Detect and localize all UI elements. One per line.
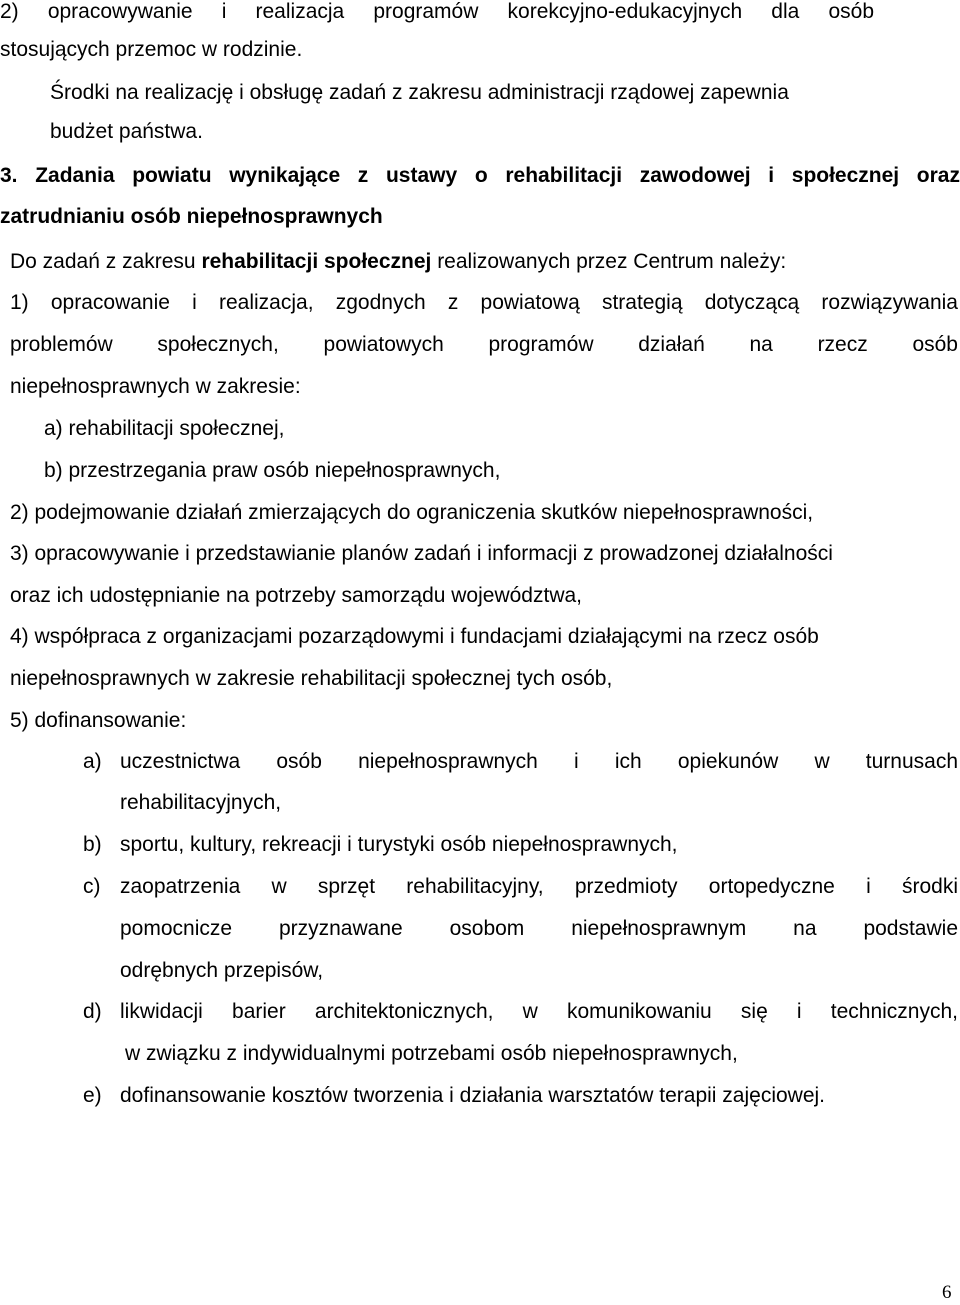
item-1-a: a) rehabilitacji społecznej, [44,417,285,440]
item-5-d-line-1: likwidacji barier architektonicznych, w komunikowaniu się i technicznych, [120,1000,958,1023]
item-3-line-1: 3) opracowywanie i przedstawianie planów zadań i informacji z prowadzonej działalności [10,542,833,565]
item-5-c-line-2: pomocnicze przyznawane osobom niepełnosprawnym na podstawie [120,917,958,940]
intro-item-2-line-1: 2) opracowywanie i realizacja programów korekcyjno-edukacyjnych dla osób [0,0,874,23]
item-5-d-marker: d) [83,1000,102,1023]
intro-item-2-line-2: stosujących przemoc w rodzinie. [0,38,303,61]
item-5-a-marker: a) [83,750,102,773]
section-3-intro-bold: rehabilitacji społecznej [201,250,432,273]
item-3-line-2: oraz ich udostępnianie na potrzeby samorządu województwa, [10,584,582,607]
section-3-intro-prefix: Do zadań z zakresu [10,250,202,273]
item-5-c-line-3: odrębnych przepisów, [120,959,324,982]
item-5-a-line-2: rehabilitacyjnych, [120,791,282,814]
item-1-line-1: 1) opracowanie i realizacja, zgodnych z powiatową strategią dotyczącą rozwiązywania [10,291,958,314]
funding-line-1: Środki na realizację i obsługę zadań z zakresu administracji rządowej zapewnia [50,81,789,104]
item-5-e-marker: e) [83,1084,102,1107]
item-1-line-3: niepełnosprawnych w zakresie: [10,375,301,398]
section-3-intro [10,250,786,274]
item-5-c-marker: c) [83,875,101,898]
item-5-b-marker: b) [83,833,102,856]
item-5-e: dofinansowanie kosztów tworzenia i działania warsztatów terapii zajęciowej. [120,1084,826,1107]
page-number: 6 [942,1282,952,1303]
item-1-b: b) przestrzegania praw osób niepełnosprawnych, [44,459,501,482]
item-5-d-line-2: w związku z indywidualnymi potrzebami osób niepełnosprawnych, [125,1042,738,1065]
item-1-line-2: problemów społecznych, powiatowych programów działań na rzecz osób [10,333,958,356]
item-5-a-line-1: uczestnictwa osób niepełnosprawnych i ich opiekunów w turnusach [120,750,958,773]
section-3-heading-line-1: 3. Zadania powiatu wynikające z ustawy o rehabilitacji zawodowej i społecznej oraz [0,164,960,187]
item-5: 5) dofinansowanie: [10,709,187,732]
section-3-heading-line-2: zatrudnianiu osób niepełnosprawnych [0,205,383,228]
item-5-b: sportu, kultury, rekreacji i turystyki osób niepełnosprawnych, [120,833,678,856]
item-5-c-line-1: zaopatrzenia w sprzęt rehabilitacyjny, przedmioty ortopedyczne i środki [120,875,958,898]
item-4-line-2: niepełnosprawnych w zakresie rehabilitacji społecznej tych osób, [10,667,613,690]
item-2: 2) podejmowanie działań zmierzających do ograniczenia skutków niepełnosprawności, [10,501,814,524]
section-3-intro-suffix: realizowanych przez Centrum należy: [431,250,787,273]
item-4-line-1: 4) współpraca z organizacjami pozarządowymi i fundacjami działającymi na rzecz osób [10,625,819,648]
funding-line-2: budżet państwa. [50,120,203,143]
